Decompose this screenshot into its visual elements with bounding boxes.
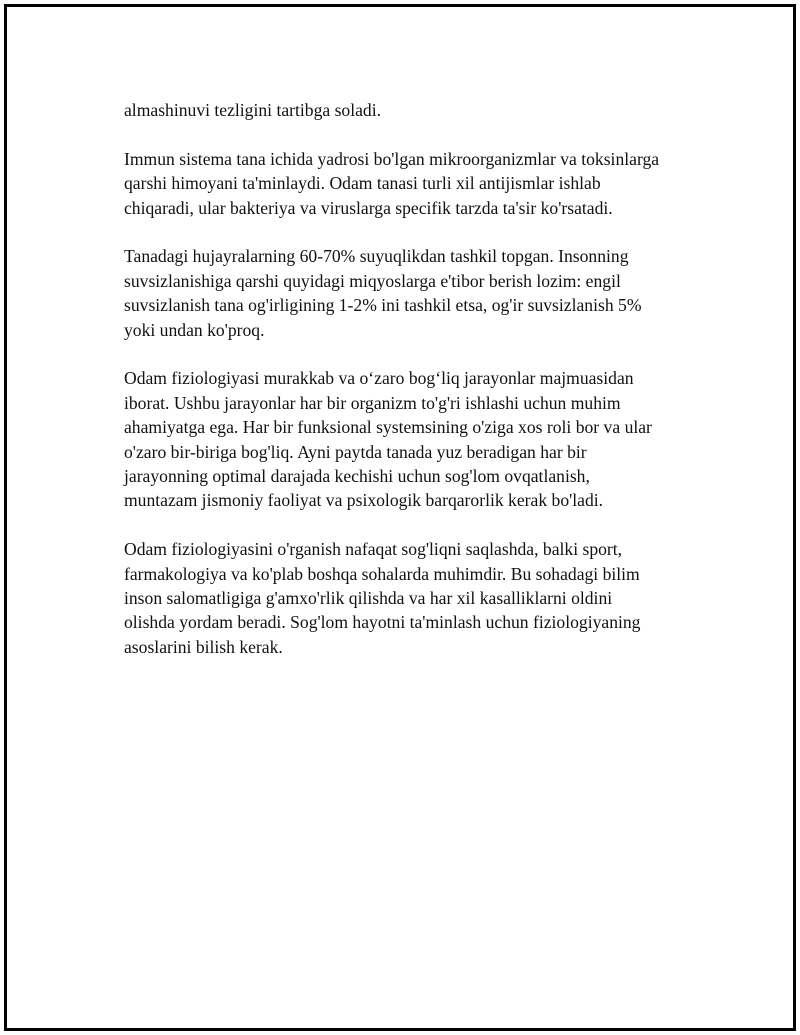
- paragraph-4: Odam fiziologiyasi murakkab va oʻzaro bogʻliq jarayonlar majmuasidan iborat. Ushbu jarayonlar har bir organizm to'g'ri ishlashi uchun muhim ahamiyatga ega. Har bir funksional systemsining o'ziga xos roli bor va ular o'zaro bir-biriga bog'liq. Ayni paytda tanada yuz beradigan har bir jarayonning optimal darajada kechishi uchun sog'lom ovqatlanish, muntazam jismoniy faoliyat va psixologik barqarorlik kerak bo'ladi.: [124, 368, 652, 511]
- paragraph-3: Tanadagi hujayralarning 60-70% suyuqlikdan tashkil topgan. Insonning suvsizlanishiga qarshi quyidagi miqyoslarga e'tibor berish lozim: engil suvsizlanish tana og'irligining 1-2% ini tashkil etsa, og'ir suvsizlanish 5% yoki undan ko'proq.: [124, 246, 642, 340]
- paragraph-5: Odam fiziologiyasini o'rganish nafaqat sog'liqni saqlashda, balki sport, farmakologiya va ko'plab boshqa sohalarda muhimdir. Bu sohadagi bilim inson salomatligiga g'amxo'rlik qilishda va har xil kasalliklarni oldini olishda yordam beradi. Sog'lom hayotni ta'minlash uchun fiziologiyaning asoslarini bilish kerak.: [124, 539, 641, 657]
- page-frame: [4, 4, 796, 1031]
- paragraph-2: Immun sistema tana ichida yadrosi bo'lgan mikroorganizmlar va toksinlarga qarshi himoyani ta'minlaydi. Odam tanasi turli xil antijismlar ishlab chiqaradi, ular bakteriya va viruslarga specifik tarzda ta'sir ko'rsatadi.: [124, 148, 660, 218]
- document-body: [124, 98, 704, 684]
- paragraph-1: almashinuvi tezligini tartibga soladi.: [124, 100, 382, 120]
